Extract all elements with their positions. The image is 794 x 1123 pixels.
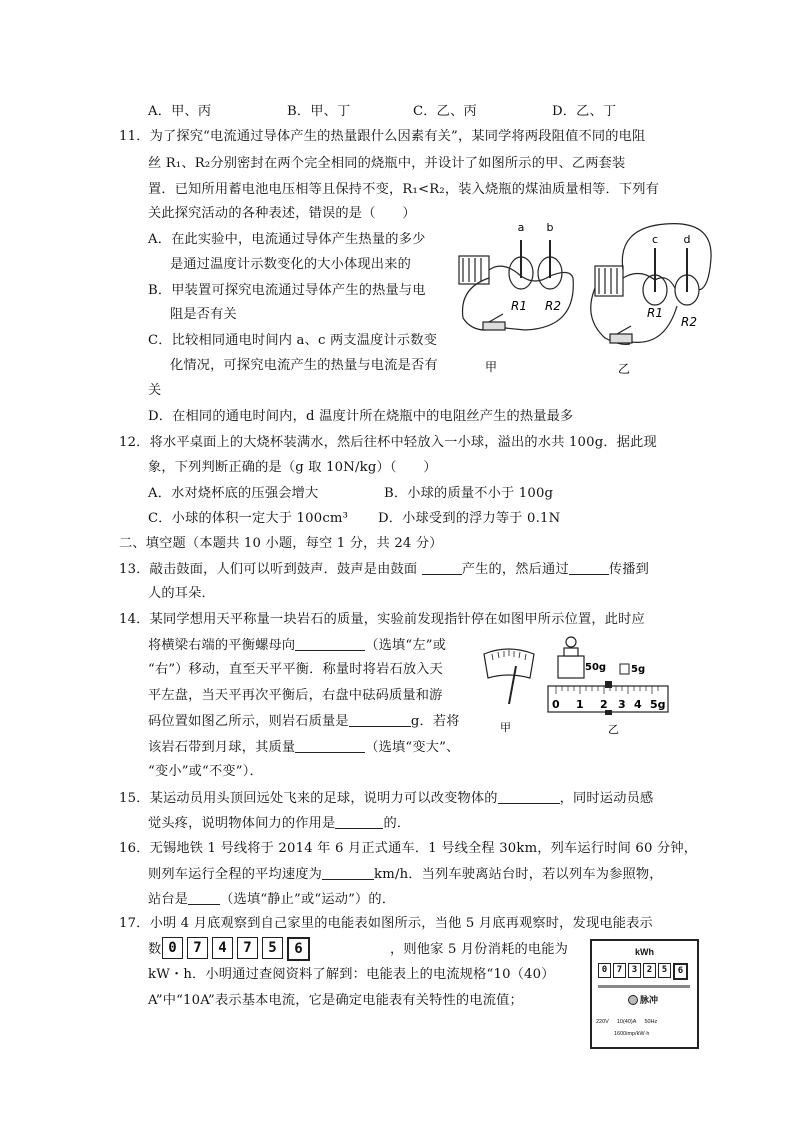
q15-blank-2[interactable] [335,814,383,829]
label-jia: 甲 [485,360,498,374]
q14-blank-2[interactable] [349,712,411,727]
tick-1: 1 [576,698,584,711]
q14-blank-3[interactable] [295,738,365,753]
q16-text-a: 则列车运行全程的平均速度为 [148,867,323,882]
digit-5: 5 [262,937,283,959]
q12-stem-line2: 象，下列判断正确的是（g 取 10N/kg）（ ） [148,460,437,475]
meter-digit-5: 5 [658,963,671,978]
q13-text-b: 产生的，然后通过 [461,562,569,577]
weight-50g-icon [558,656,584,678]
meter-spec-imp: 1600imp/kW·h [614,1031,650,1037]
q14-text-c: 码位置如图乙所示，则岩石质量是 [148,714,349,729]
meter-digit-2: 7 [613,963,626,978]
label-b: b [546,221,554,234]
q12-option-d: D．小球受到的浮力等于 0.1N [378,511,561,526]
q11-stem-line1: 11．为了探究“电流通过导体产生的热量跟什么因素有关”，某同学将两段阻值不同的电阻 [119,129,646,144]
q16-blank-1[interactable] [322,865,374,880]
q13-blank-1[interactable] [422,560,462,575]
tick-4: 4 [634,698,642,711]
label-d: d [683,233,691,246]
q14-balance-figure [478,636,678,738]
rider-top-icon [605,681,612,688]
q17-reading-digits [162,937,310,961]
q14-text-f: （选填“变大”、 [365,740,460,755]
q13-text-a: 13．敲击鼓面，人们可以听到鼓声．鼓声是由鼓面 [119,562,418,577]
label-r1-jia: R1 [511,299,527,313]
tick-2: 2 [600,698,608,711]
q14-line2 [148,636,446,655]
q14-line6 [148,738,459,757]
q11-option-b-line2: 阻是否有关 [170,307,237,322]
q11-circuit-figure [455,218,715,383]
meter-specs-row1 [596,1019,701,1025]
q17-line2a: 数 [148,942,162,957]
q14-line3: “右”）移动，直至天平平衡．称量时将岩石放入天 [148,662,444,677]
q13-text-c: 传播到 [608,562,650,577]
meter-digits [598,963,688,980]
q15-text-b: ，同时运动员感 [559,791,654,806]
q17-line4: A”中“10A”表示基本电流，它是确定电能表有关特性的电流值； [148,993,523,1008]
tick-3: 3 [618,698,626,711]
section-heading: 二、填空题（本题共 10 小题，每空 1 分，共 24 分） [119,536,443,551]
q11-option-c-line3: 关 [148,383,162,398]
label-c: c [651,233,659,246]
digit-3: 4 [212,937,233,959]
meter-pulse-label: 脉冲 [640,996,659,1006]
switch-icon [610,334,632,343]
q16-text-c: 站台是 [148,892,189,907]
label-yi: 乙 [608,723,619,736]
q16-text-d: （选填“静止”或“运动”）的． [220,892,396,907]
q15-line2 [148,814,410,833]
q15-text-a: 15．某运动员用头顶回远处飞来的足球，说明力可以改变物体的 [119,791,498,806]
q12-option-c: C．小球的体积一定大于 100cm³ [148,511,349,526]
q16-line1: 16．无锡地铁 1 号线将于 2014 年 6 月正式通车．1 号线全程 30km，列车运行时间 60 分钟， [119,841,698,856]
q16-text-b: km/h．当列车驶离站台时，若以列车为参照物， [374,867,663,882]
q17-line3 [148,966,555,984]
q14-text-d: g．若将 [410,714,460,729]
q15-line1 [119,789,653,808]
meter-model-text-icon [598,985,690,988]
q13-line1 [119,560,649,579]
q12-stem-line1: 12．将水平桌面上的大烧杯装满水，然后往杯中轻放入一小球，溢出的水共 100g．据此现 [119,435,657,450]
q11-option-c-line1: C．比较相同通电时间内 a、c 两支温度计示数变 [148,333,438,348]
q17-text-c: kW・h．小明通过查阅资料了解到：电能表上的电流规格“10（40） [148,967,555,982]
electricity-meter [590,939,699,1049]
weight-50g-label: 50g [585,662,607,673]
label-r2-jia: R2 [545,299,561,313]
q14-text-e: 该岩石带到月球，其质量 [148,740,296,755]
q16-line3 [148,890,395,909]
q17-line2b [390,941,568,959]
switch-icon [483,322,505,330]
q11-stem-line3: 置．已知所用蓄电池电压相等且保持不变，R₁<R₂，装入烧瓶的煤油质量相等．下列有 [148,182,660,197]
digit-1: 0 [162,937,183,959]
meter-digit-3: 3 [628,963,641,978]
digit-4: 7 [237,937,258,959]
q14-line5 [148,712,460,731]
q14-line4: 平左盘，当天平再次平衡后，右盘中砝码质量和游 [148,688,443,703]
label-r2-yi: R2 [681,315,697,329]
q12-option-a: A．水对烧杯底的压强会增大 [148,486,319,501]
meter-digit-6: 6 [673,963,688,980]
q17-text-b: ，则他家 5 月份消耗的电能为 [390,942,569,957]
tick-0: 0 [552,698,560,711]
digit-6: 6 [287,937,310,961]
q10-option-a: A．甲、丙 [148,104,212,119]
q15-text-c: 觉头疼，说明物体间力的作用是 [148,816,336,831]
meter-digit-4: 2 [643,963,656,978]
weight-5g-label: 5g [631,664,646,675]
q14-text-b: （选填“左”或 [365,638,447,653]
q16-line2 [148,865,663,884]
q11-option-b-line1: B．甲装置可探究电流通过导体产生的热量与电 [148,283,426,298]
q17-line1: 17．小明 4 月底观察到自己家里的电能表如图所示，当他 5 月底再观察时，发现电能表示 [119,916,653,931]
tick-5: 5g [650,698,666,711]
meter-spec-frequency: 50Hz [644,1019,658,1025]
q14-line7: “变小”或“不变”）． [148,764,263,779]
circuit-jia [459,240,573,330]
q11-option-d: D．在相同的通电时间内，d 温度计所在烧瓶中的电阻丝产生的热量最多 [148,409,574,424]
q11-option-a-line2: 是通过温度计示数变化的大小体现出来的 [170,257,411,272]
label-yi: 乙 [618,362,631,376]
q10-option-d: D．乙、丁 [552,104,617,119]
q14-text-a: 将横梁右端的平衡螺母向 [148,638,296,653]
q10-option-c: C．乙、丙 [413,104,477,119]
meter-spec-voltage: 220V [596,1019,609,1025]
q11-stem-line4: 关此探究活动的各种表述，错误的是（ ） [148,206,416,221]
q16-blank-2[interactable] [188,890,220,905]
q15-text-d: 的． [383,816,411,831]
q14-blank-1[interactable] [295,636,365,651]
pointer-icon [509,666,516,704]
q13-line2: 人的耳朵． [148,586,215,601]
q13-blank-2[interactable] [569,560,609,575]
q15-blank-1[interactable] [498,789,560,804]
q11-option-c-line2: 化情况，可探究电流产生的热量与电流是否有 [170,358,438,373]
label-jia: 甲 [500,721,511,734]
pulse-indicator-icon [628,995,638,1005]
q11-option-a-line1: A．在此实验中，电流通过导体产生热量的多少 [148,232,426,247]
digit-2: 7 [187,937,208,959]
q12-option-b: B．小球的质量不小于 100g [384,486,554,501]
q11-stem-line2: 丝 R₁、R₂分别密封在两个完全相同的烧瓶中，并设计了如图所示的甲、乙两套装 [148,156,626,171]
label-r1-yi: R1 [647,306,663,320]
q14-line1: 14．某同学想用天平称量一块岩石的质量，实验前发现指针停在如图甲所示位置，此时应 [119,612,645,627]
meter-spec-current: 10(40)A [616,1019,637,1025]
label-a: a [517,221,525,234]
meter-digit-1: 0 [598,963,611,978]
q10-option-b: B．甲、丁 [287,104,351,119]
weight-5g-icon [620,664,629,674]
meter-unit: kWh [635,947,654,957]
